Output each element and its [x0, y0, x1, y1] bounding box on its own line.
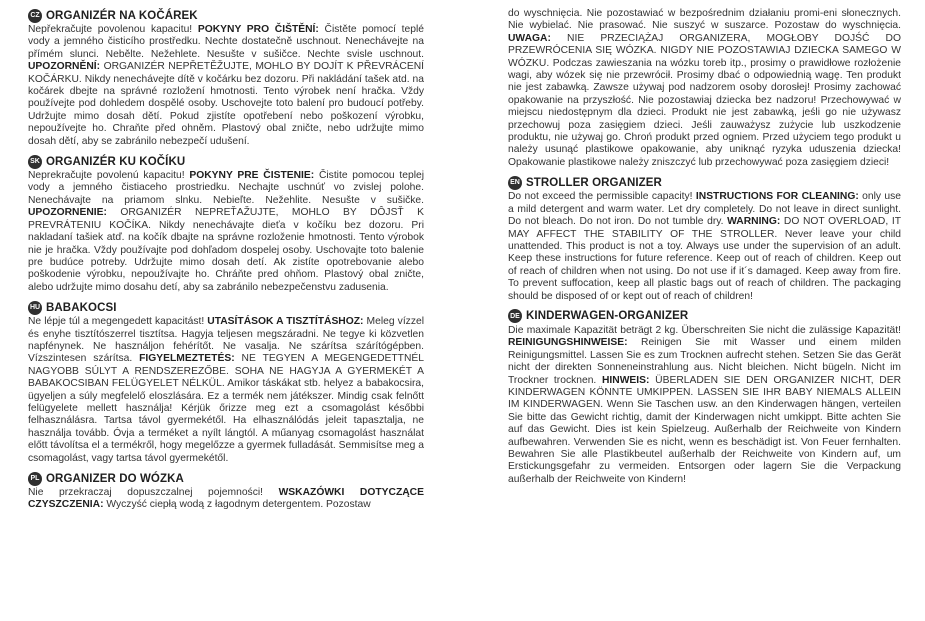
pl-cont-text-1: do wyschnięcia. Nie pozostawiać w bezpośrednim działaniu promi-eni słonecznych. Nie wybielać. Nie prasować. Nie suszyć w suszarce. Pozostaw do wyschnięcia. — [508, 8, 901, 32]
hu-warning-label: FIGYELMEZTETÉS: — [139, 353, 235, 365]
section-pl-title: ORGANIZER DO WÓZKA — [46, 472, 184, 485]
section-hu-title: BABAKOCSI — [46, 301, 117, 314]
section-sk-title: ORGANIZÉR KU KOČÍKU — [46, 155, 186, 168]
sk-text-2: Čistite pomocou teplej vody a jemného čistiaceho prostriedku. Nechajte uschnúť vo zvislej polohe. Nenechávajte na priamom slnku. Nebieľte. Nežehlite. Nesušte v sušičke. — [28, 170, 424, 206]
section-cz-text — [28, 24, 424, 148]
section-cz — [28, 8, 424, 148]
en-text-3: DO NOT OVERLOAD, IT MAY AFFECT THE STABILITY OF THE STROLLER. Never leave your child unattended. This product is not a toy. Always use under the supervision of an adult. Keep these instructions for future reference. Keep out of reach of children. Keep out of reach of children when not using. Do not use if it´s damaged. Keep away from fire. To prevent suffocation, keep all plastic bags out of reach of children. The packaging should be disposed of or kept out of reach of children! — [508, 216, 901, 302]
language-badge-sk: SK — [28, 155, 42, 169]
section-pl-continued — [508, 8, 901, 169]
language-badge-pl: PL — [28, 472, 42, 486]
hu-text-2: Meleg vízzel és enyhe tisztítószerrel tisztítsa. Hagyja teljesen megszáradni. Ne tegye ki közvetlen napfénynek. Ne használjon fehérítőt. Ne vasalja. Ne szárítsa szárítógépben. Vízszintesen szárítsa. — [28, 316, 424, 365]
section-cz-heading — [28, 8, 424, 23]
section-hu-text — [28, 316, 424, 465]
pl-text-2: Wyczyść ciepłą wodą z łagodnym detergentem. Pozostaw — [103, 499, 371, 511]
section-en-heading — [508, 175, 901, 190]
hu-text-3: NE TEGYEN A MEGENGEDETTNÉL NAGYOBB SÚLYT A RENDSZEREZŐBE. SOHA NE HAGYJA A GYERMEKÉT A BABAKOCSIBAN FELÜGYELET NÉLKÜL. Amikor táskákat stb. helyez a babakocsira, ügyeljen a súly megfelelő eloszlására. Ez a termék nem játékszer. Mindig csak felnőtt felügyelete mellett használja! Kérjük őrizze meg ezt a csomagolást későbbi felhasználásra. Tartsa távol gyermekétől. Ha elhasználódás jeleit tapasztalja, ne használja tovább. Óvja a terméket a nyílt lángtól. A műanyag csomagolást használat előtt távolítsa el a termékről, hogy megelőzze a gyermek fulladását. Semmisítse meg a csomagolást, vagy tartsa távol gyermekétől. — [28, 353, 424, 464]
section-de-heading — [508, 309, 901, 324]
language-badge-hu: HU — [28, 301, 42, 315]
section-cz-title: ORGANIZÉR NA KOČÁREK — [46, 9, 198, 22]
hu-text-1: Ne lépje túl a megengedett kapacitást! — [28, 316, 208, 328]
section-sk-heading — [28, 154, 424, 169]
pl-text-1: Nie przekraczaj dopuszczalnej pojemności! — [28, 487, 279, 498]
cz-warning-label: UPOZORNĚNÍ: — [28, 61, 101, 73]
en-warning-label: WARNING: — [727, 216, 781, 228]
pl-cleaning-label: WSKAZÓWKI DOTYCZĄCE CZYSZCZENIA: — [28, 487, 424, 511]
en-text-2: only use a mild detergent and warm water. Let dry completely. Do not leave in direct sunlight. Do not bleach. Do not iron. Do not tumble dry. — [508, 191, 901, 228]
cz-text-3: ORGANIZÉR NEPŘETĚŽUJTE, MOHLO BY DOJÍT K PŘEVRÁCENÍ KOČÁRKU. Nikdy nenechávejte dítě v kočárku bez dozoru. Při nakládání tašek atd. na kočárek dbejte na správné rozložení hmotnosti. Tento výrobek není hračka. Vždy používejte pod dohledem dospělé osoby. Uschovejte toto balení pro budoucí potřeby. Udržujte mimo dosah dětí. Pokud zjistíte opotřebení nebo poškození výrobku, nepoužívejte ho. Chraňte před ohněm. Plastový obal zničte, nebo udržujte mimo dosah dětí, aby se zabránilo nebezpečí udušení. — [28, 61, 424, 147]
language-badge-cz: CZ — [28, 9, 42, 23]
language-badge-de: DE — [508, 309, 522, 323]
cz-text-1: Nepřekračujte povolenou kapacitu! — [28, 24, 198, 35]
section-hu-heading — [28, 300, 424, 315]
section-pl-text — [28, 487, 424, 512]
cz-text-2: Čistěte pomocí teplé vody a jemného čisticího prostředku. Nechte dostatečně uschnout. Nenechávejte na přímém slunci. Nebělte. Nežehlete. Nesušte v sušičce. Nechte svisle uschnout. — [28, 24, 424, 60]
cz-cleaning-label: POKYNY PRO ČIŠTĚNÍ: — [197, 24, 319, 35]
pl-warning-label: UWAGA: — [508, 32, 551, 44]
section-en-title: STROLLER ORGANIZER — [526, 176, 662, 189]
de-text-2: Reinigen Sie mit Wasser und einem milden Reinigungsmittel. Lassen Sie es zum Trocknen aufrecht stehen. Setzen Sie das Gerät nicht der direkten Sonneneinstrahlung aus. Nicht bleichen. Nicht bügeln. Nicht im Trockner trocknen. — [508, 337, 901, 386]
pl-cont-text-2: NIE PRZECIĄŻAJ ORGANIZERA, MOGŁOBY DOJŚĆ DO PRZEWRÓCENIA SIĘ WÓZKA. NIGDY NIE POZOSTAWIAJ DZIECKA SAMEGO W WÓZKU. Podczas zawieszania na wózku toreb itp., prosimy o prawidłowe rozłożenie wagi, aby wózek się nie przewrócił. Prosimy dbać o odpowiednią wagę. Ten produkt nie jest zabawką. Zawsze używaj pod nadzorem osoby dorosłej! Prosimy zachować opakowanie na przyszłość. Nie pozostawiaj dziecka bez nadzoru! Przechowywać w miejscu niedostępnym dla dzieci. Produkt nie jest zabawką, jeśli go nie używasz przechowuj poza zasięgiem dzieci. Jeśli zauważysz zużycie lub uszkodzenie produktu, nie używaj go. Chroń produkt przed ogniem. Przed użyciem tego produkt u należy usunąć plastikowe opakowanie, aby uniknąć ryzyka uduszenia dziecka! Opakowanie plastikowe należy zniszczyć lub przechowywać poza zasięgiem dzieci! — [508, 32, 901, 168]
de-text-1: Die maximale Kapazität beträgt 2 kg. Überschreiten Sie nicht die zulässige Kapazität! — [508, 324, 901, 336]
de-cleaning-label: REINIGUNGSHINWEISE: — [508, 337, 628, 349]
section-de-title: KINDERWAGEN-ORGANIZER — [526, 310, 689, 323]
language-badge-en: EN — [508, 176, 522, 190]
section-de — [508, 309, 901, 486]
sk-text-1: Neprekračujte povolenú kapacitu! — [28, 170, 190, 182]
left-column — [28, 8, 424, 518]
sk-text-3: ORGANIZÉR NEPREŤAŽUJTE, MOHLO BY DÔJSŤ K PREVRÁTENIU KOČÍKA. Nikdy nenechávajte dieťa v kočíku bez dozoru. Pri nakladaní tašiek atď. na kočík dbajte na správne rozloženie hmotnosti. Tento výrobok nie je hračka. Vždy používajte pod dohľadom dospelej osoby. Uschovajte toto balenie pre budúce potreby. Udržujte mimo dosah detí. Ak zistíte opotrebovanie alebo poškodenie výrobku, nepoužívajte ho. Chráňte pred ohňom. Plastový obal zničte, alebo udržujte mimo dosahu detí, aby sa zabránilo nebezpečenstvu zadusenia. — [28, 207, 424, 293]
section-pl — [28, 471, 424, 512]
section-en — [508, 175, 901, 303]
sk-cleaning-label: POKYNY PRE ČISTENIE: — [189, 170, 315, 182]
section-pl-continued-text — [508, 8, 901, 169]
section-sk — [28, 154, 424, 294]
de-text-3: ÜBERLADEN SIE DEN ORGANIZER NICHT, DER KINDERWAGEN KÖNNTE UMKIPPEN. LASSEN SIE IHR BABY NIEMALS ALLEIN IM KINDERWAGEN. Wenn Sie Taschen usw. an den Kinderwagen hängen, verteilen Sie bitte das Gewicht richtig, damit der Kinderwagen nicht umkippt. Bitte achten Sie auf das Gewicht. Dies ist kein Spielzeug. Außerhalb der Reichweite von Kindern aufbewahren. Verwenden Sie es nicht, wenn es beschädigt ist. Von Feuer fernhalten. Bewahren Sie alle Plastikbeutel außerhalb der Reichweite von Kindern auf, um Erstickungsgefahr zu vermeiden. Entsorgen oder lagern Sie die Verpackung außerhalb der Reichweite von Kindern! — [508, 374, 902, 485]
section-pl-heading — [28, 471, 424, 486]
section-hu — [28, 300, 424, 465]
hu-cleaning-label: UTASÍTÁSOK A TISZTÍTÁSHOZ: — [207, 316, 364, 328]
de-warning-label: HINWEIS: — [601, 374, 650, 386]
section-en-text — [508, 191, 901, 303]
sk-warning-label: UPOZORNENIE: — [28, 207, 107, 219]
en-text-1: Do not exceed the permissible capacity! — [508, 191, 696, 203]
section-sk-text — [28, 170, 424, 294]
en-cleaning-label: INSTRUCTIONS FOR CLEANING: — [695, 191, 859, 203]
section-de-text — [508, 325, 901, 486]
right-column — [508, 8, 901, 492]
